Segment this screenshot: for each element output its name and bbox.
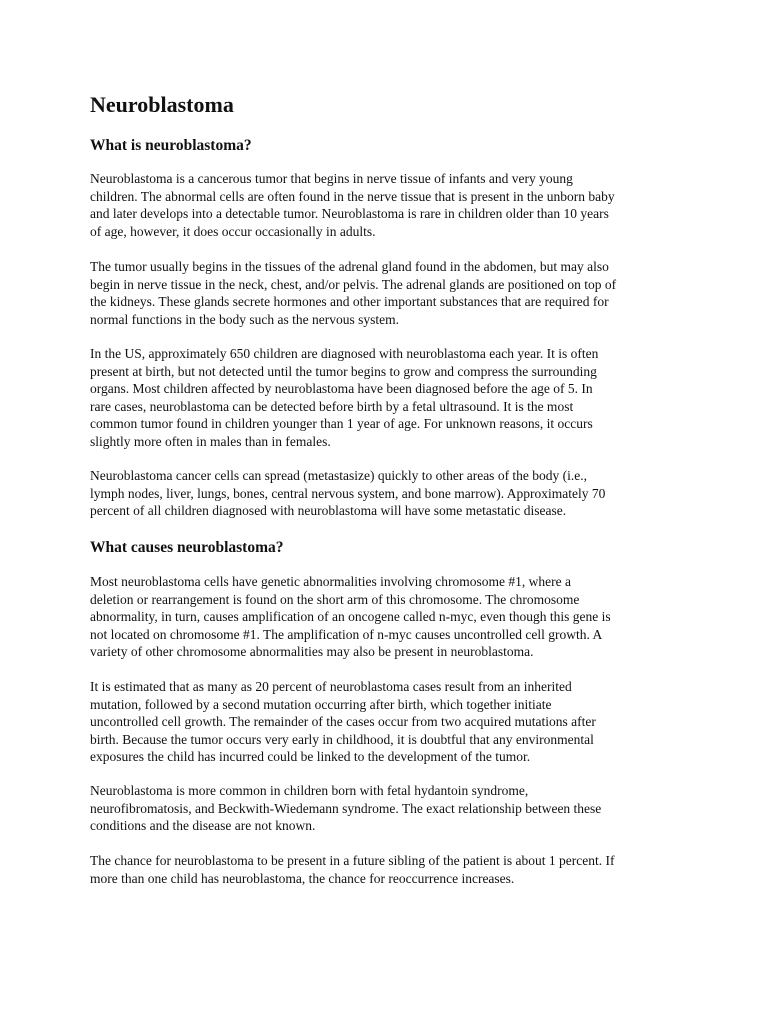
- text-line: uncontrolled cell growth. The remainder of the cases occur from two acquired mutations after: [90, 714, 596, 729]
- paragraph-inherited-mutation: [90, 678, 690, 766]
- text-line: percent of all children diagnosed with neuroblastoma will have some metastatic disease.: [90, 503, 567, 518]
- text-line: present at birth, but not detected until the tumor begins to grow and compress the surrounding: [90, 363, 597, 379]
- text-line: neurofibromatosis, and Beckwith-Wiedemann syndrome. The exact relationship between these: [90, 800, 602, 816]
- text-line: Neuroblastoma is a cancerous tumor that begins in nerve tissue of infants and very young: [90, 171, 573, 186]
- text-line: slightly more often in males than in females.: [90, 433, 331, 449]
- text-line: The tumor usually begins in the tissues of the adrenal gland found in the abdomen, but may also: [90, 259, 609, 274]
- text-line: exposures the child has incurred could be linked to the development of the tumor.: [90, 749, 531, 764]
- text-line: abnormality, in turn, causes amplification of an oncogene called n-myc, even though this gene is: [90, 609, 611, 624]
- text-line: birth. Because the tumor occurs very early in childhood, it is doubtful that any environmental: [90, 731, 594, 747]
- document-title: Neuroblastoma: [90, 92, 234, 117]
- paragraph-sibling-risk: [90, 852, 690, 887]
- text-line: normal functions in the body such as the nervous system.: [90, 311, 399, 327]
- text-line: Neuroblastoma cancer cells can spread (metastasize) quickly to other areas of the body (i.e.,: [90, 468, 588, 483]
- text-line: The chance for neuroblastoma to be present in a future sibling of the patient is about 1 percent. If: [90, 853, 615, 868]
- text-line: In the US, approximately 650 children are diagnosed with neuroblastoma each year. It is often: [90, 346, 599, 361]
- paragraph-us-statistics: [90, 345, 690, 450]
- text-line: conditions and the disease are not known.: [90, 818, 316, 833]
- text-line: not located on chromosome #1. The amplification of n-myc causes uncontrolled cell growth. A: [90, 626, 603, 642]
- text-line: children. The abnormal cells are often found in the nerve tissue that is present in the unborn baby: [90, 188, 615, 204]
- text-line: lymph nodes, liver, lungs, bones, central nervous system, and bone marrow). Approximately 70: [90, 485, 606, 501]
- text-line: of age, however, it does occur occasionally in adults.: [90, 223, 376, 239]
- paragraph-syndromes: [90, 782, 690, 835]
- text-line: It is estimated that as many as 20 percent of neuroblastoma cases result from an inherited: [90, 679, 572, 694]
- text-line: rare cases, neuroblastoma can be detected before birth by a fetal ultrasound. It is the most: [90, 398, 574, 414]
- section-heading-causes: What causes neuroblastoma?: [90, 539, 284, 556]
- text-line: more than one child has neuroblastoma, the chance for reoccurrence increases.: [90, 870, 515, 886]
- text-line: organs. Most children affected by neuroblastoma have been diagnosed before the age of 5. In: [90, 381, 593, 396]
- text-line: common tumor found in children younger than 1 year of age. For unknown reasons, it occurs: [90, 416, 593, 431]
- paragraph-adrenal-gland: [90, 258, 690, 328]
- paragraph-chromosome: [90, 573, 690, 661]
- text-line: the kidneys. These glands secrete hormones and other important substances that are required for: [90, 294, 609, 309]
- text-line: begin in nerve tissue in the neck, chest, and/or pelvis. The adrenal glands are positioned on top of: [90, 276, 617, 292]
- text-line: Most neuroblastoma cells have genetic abnormalities involving chromosome #1, where a: [90, 574, 571, 589]
- text-line: variety of other chromosome abnormalities may also be present in neuroblastoma.: [90, 644, 534, 659]
- text-line: mutation, followed by a second mutation occurring after birth, which together initiate: [90, 696, 552, 712]
- text-line: Neuroblastoma is more common in children born with fetal hydantoin syndrome,: [90, 783, 529, 798]
- paragraph-definition: [90, 170, 690, 240]
- text-line: deletion or rearrangement is found on the short arm of this chromosome. The chromosome: [90, 591, 580, 607]
- section-heading-what-is: What is neuroblastoma?: [90, 137, 252, 154]
- paragraph-metastasis: [90, 467, 690, 520]
- text-line: and later develops into a detectable tumor. Neuroblastoma is rare in children older than 10 years: [90, 206, 609, 221]
